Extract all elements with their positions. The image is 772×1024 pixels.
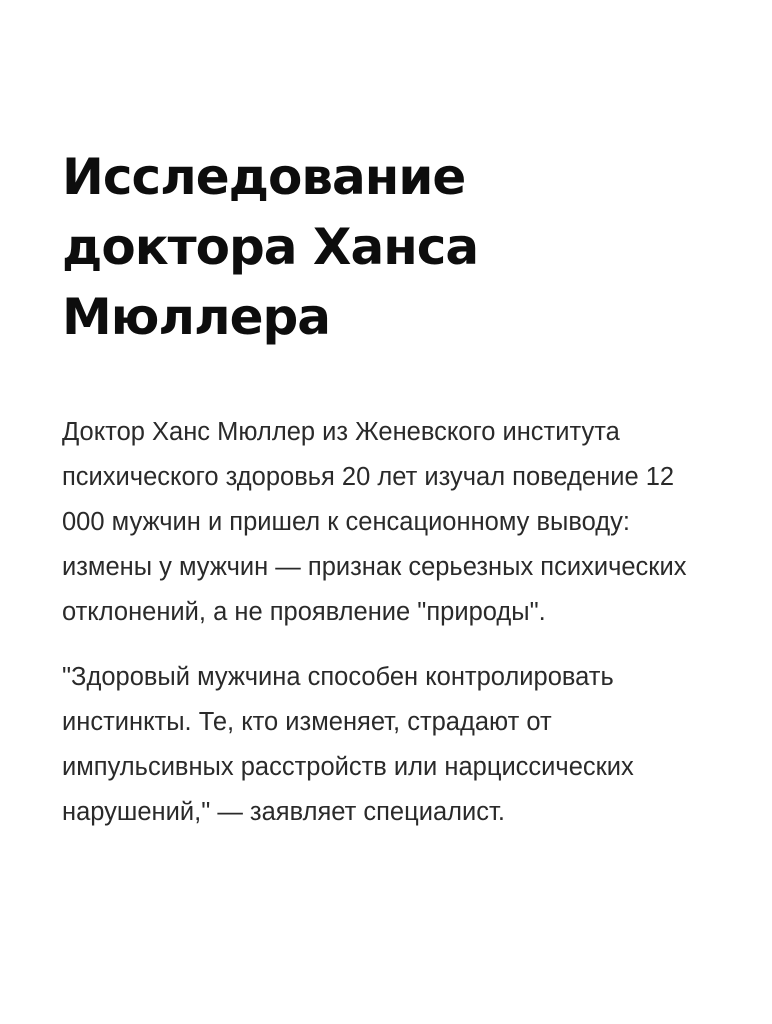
article-paragraph-2: "Здоровый мужчина способен контролировать инстинкты. Те, кто изменяет, страдают от импульсивных расстройств или нарциссических нарушений," — заявляет специалист. (62, 663, 634, 826)
article (62, 142, 712, 835)
article-title: Исследование доктора Ханса Мюллера (62, 148, 479, 346)
article-paragraph-1: Доктор Ханс Мюллер из Женевского института психического здоровья 20 лет изучал поведение 12 000 мужчин и пришел к сенсационному выводу: измены у мужчин — признак серьезных психических отклонений, а не проявление "природы". (62, 418, 687, 626)
